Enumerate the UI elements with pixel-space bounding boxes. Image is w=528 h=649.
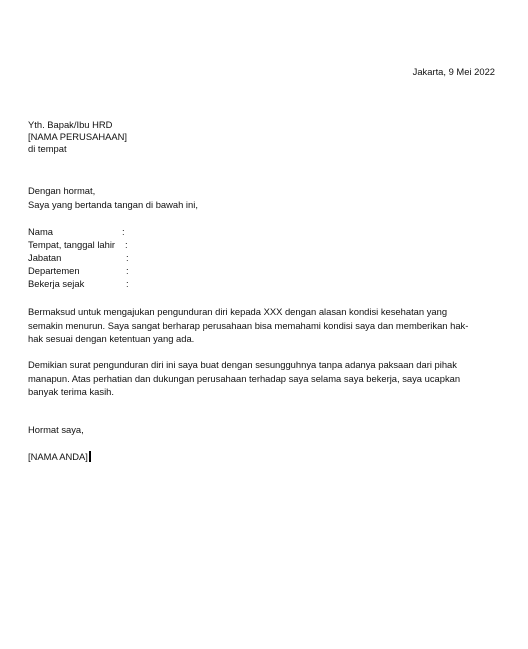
greeting: Dengan hormat, xyxy=(28,185,96,196)
paragraph-1-text: Bermaksud untuk mengajukan pengunduran diri kepada XXX dengan alasan kondisi kesehatan yang semakin menurun. Saya sangat berharap perusahaan bisa memahami kondisi saya dan memberikan hak-hak sesuai dengan ketentuan yang ada. xyxy=(28,306,469,344)
signature-line[interactable] xyxy=(28,451,498,463)
paragraph-2 xyxy=(28,358,480,399)
letter-date: Jakarta, 9 Mei 2022 xyxy=(412,66,495,77)
paragraph-2-text: Demikian surat pengunduran diri ini saya buat dengan sesungguhnya tanpa adanya paksaan dari pihak manapun. Atas perhatian dan dukungan perusahaan terhadap saya selama saya bekerja, saya ucapkan banyak terima kasih. xyxy=(28,359,461,397)
field-label: Bekerja sejak xyxy=(28,278,85,289)
field-row-since xyxy=(28,277,498,290)
field-row-position xyxy=(28,251,498,264)
closing: Hormat saya, xyxy=(28,424,84,435)
field-label: Departemen xyxy=(28,265,80,276)
field-row-department xyxy=(28,264,498,277)
recipient-block xyxy=(28,119,498,155)
field-colon: : xyxy=(126,252,129,263)
opening-block xyxy=(28,185,498,211)
paragraph-1 xyxy=(28,305,480,346)
signature-block[interactable] xyxy=(28,451,498,463)
field-colon: : xyxy=(122,226,125,237)
closing-block xyxy=(28,424,498,436)
recipient-line-1: Yth. Bapak/Ibu HRD xyxy=(28,119,113,130)
field-colon: : xyxy=(126,265,129,276)
field-row-name xyxy=(28,225,498,238)
field-label: Tempat, tanggal lahir xyxy=(28,239,116,250)
field-label: Jabatan xyxy=(28,252,62,263)
field-colon: : xyxy=(125,239,128,250)
text-cursor xyxy=(89,451,92,462)
field-row-birth xyxy=(28,238,498,251)
signature-name: [NAMA ANDA] xyxy=(28,451,88,462)
intro-line: Saya yang bertanda tangan di bawah ini, xyxy=(28,199,198,210)
recipient-line-2: [NAMA PERUSAHAAN] xyxy=(28,131,127,142)
field-colon: : xyxy=(126,278,129,289)
recipient-line-3: di tempat xyxy=(28,143,67,154)
identity-fields xyxy=(28,225,498,290)
field-label: Nama xyxy=(28,226,54,237)
